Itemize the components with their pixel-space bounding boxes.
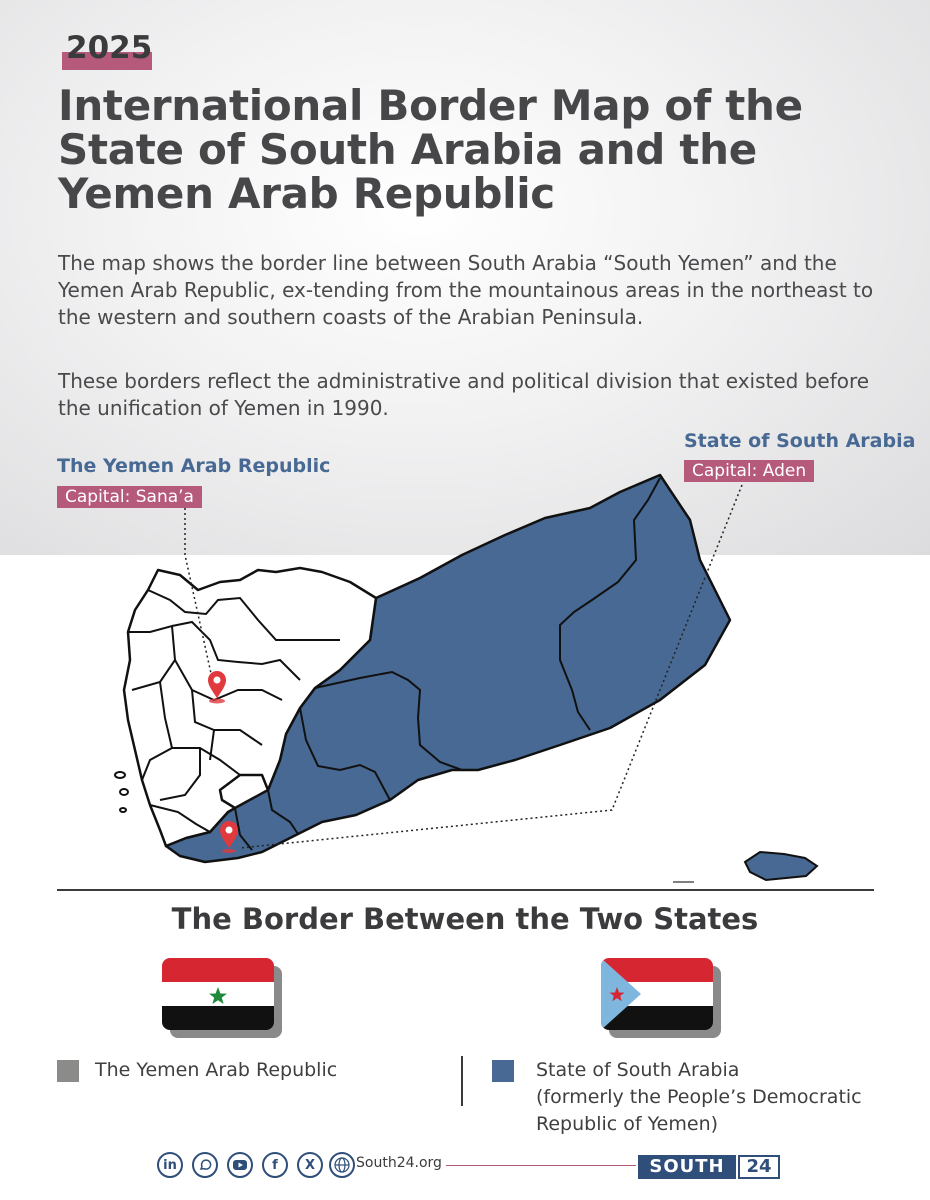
year-text: 2025 <box>66 30 153 66</box>
section-divider <box>57 889 874 891</box>
south-label: State of South Arabia <box>684 430 916 452</box>
logo-text-24: 24 <box>738 1155 780 1179</box>
south-arabia-flag <box>601 958 725 1040</box>
south-capital-badge: Capital: Aden <box>684 460 814 482</box>
section-title: The Border Between the Two States <box>171 902 759 936</box>
legend-swatch-north <box>57 1060 79 1082</box>
legend-divider <box>461 1056 463 1106</box>
youtube-icon[interactable] <box>227 1152 253 1178</box>
globe-icon[interactable] <box>329 1152 355 1178</box>
year-badge <box>62 28 152 68</box>
legend-south-line1: State of South Arabia <box>536 1059 740 1081</box>
whatsapp-icon[interactable] <box>192 1152 218 1178</box>
south24-logo <box>638 1155 780 1179</box>
north-capital-badge: Capital: Sana’a <box>57 486 202 508</box>
facebook-icon[interactable]: f <box>262 1152 288 1178</box>
history-paragraph: These borders reflect the administrative and political division that existed before the unification of Yemen in 1990. <box>58 369 870 420</box>
page-title: International Border Map of the State of South Arabia and the Yemen Arab Republic <box>58 81 803 218</box>
yemen-arab-republic-flag <box>162 958 286 1040</box>
legend-label-north: The Yemen Arab Republic <box>95 1059 338 1081</box>
socotra-island <box>745 852 817 880</box>
legend-swatch-south <box>492 1060 514 1082</box>
legend-south-line2: (formerly the People’s Democratic <box>536 1086 862 1108</box>
legend-label-south <box>536 1057 862 1138</box>
logo-text-south: SOUTH <box>638 1155 736 1179</box>
x-icon[interactable]: X <box>297 1152 323 1178</box>
linkedin-icon[interactable]: in <box>157 1152 183 1178</box>
intro-paragraph: The map shows the border line between South Arabia “South Yemen” and the Yemen Arab Republic, ex-tending from the mountainous areas in the northeast to the western and southern coasts of the Arabian Peninsula. <box>58 251 874 329</box>
footer-line <box>446 1165 636 1166</box>
legend-south-line3: Republic of Yemen) <box>536 1113 719 1135</box>
border-map <box>0 440 930 900</box>
north-label: The Yemen Arab Republic <box>57 455 331 477</box>
website-link[interactable]: South24.org <box>356 1155 442 1171</box>
